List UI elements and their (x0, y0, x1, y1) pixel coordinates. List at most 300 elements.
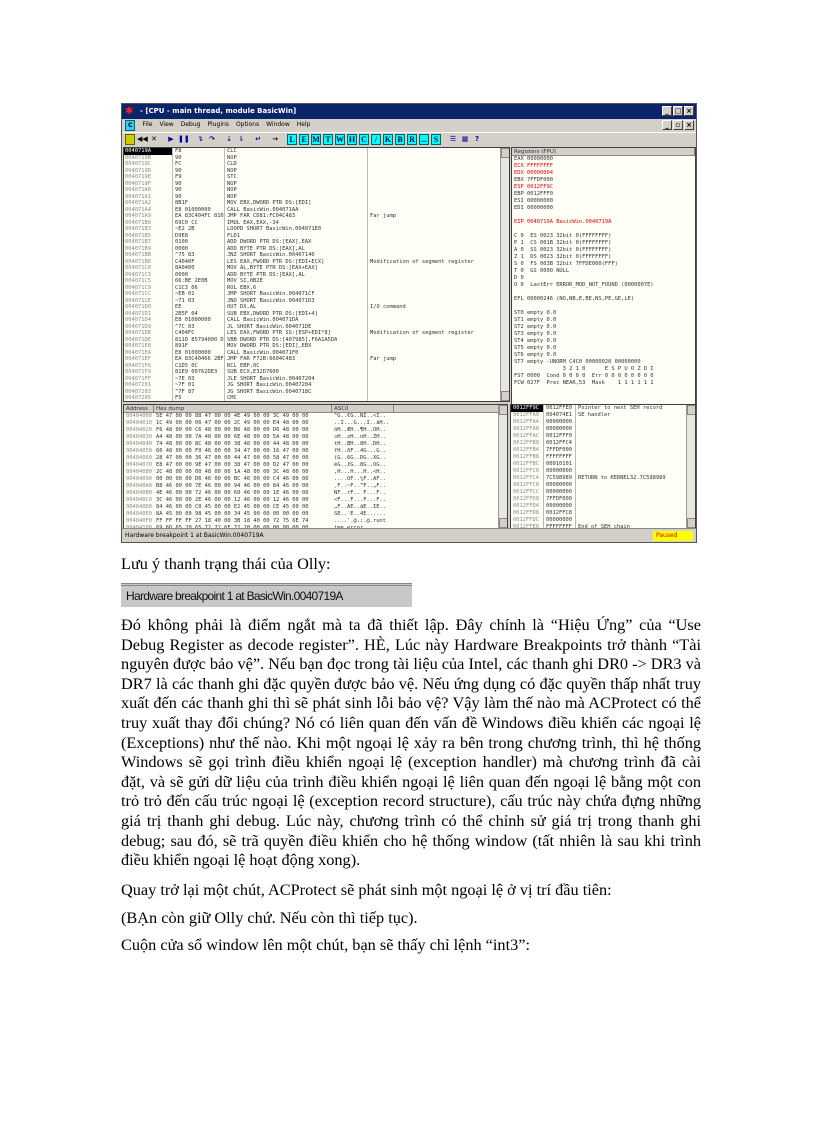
stack-row[interactable] (511, 503, 695, 510)
address-cell: 0012FFC0 (513, 468, 539, 474)
status-message: Hardware breakpoint 1 at BasicWin.0040719A (125, 532, 264, 539)
value-cell: 00010101 (543, 461, 575, 468)
instruction-cell: IMUL EAX,EAX,-34 (224, 220, 367, 227)
trace-into-icon[interactable]: ⇣ (226, 135, 232, 143)
comment-cell (575, 510, 685, 517)
paused-badge: Paused (653, 531, 693, 541)
address-cell: 004071C0 (125, 265, 151, 271)
hex-cell: E8 47 00 00 9E 47 00 00 38 47 00 00 D2 47 00 00 (156, 462, 309, 468)
address-cell: 0012FFD4 (513, 503, 539, 509)
hex-cell: ~E2 2B (172, 226, 224, 233)
window-button-10[interactable]: R (407, 134, 417, 145)
register-line[interactable]: EIP 0040719A BasicWin.0040719A (514, 219, 612, 225)
hex-cell: 0000 (172, 272, 224, 279)
ollydbg-logo-icon: ✱ (125, 106, 134, 117)
mdi-close-icon[interactable]: × (684, 120, 694, 130)
mdi-minimize-icon[interactable]: _ (662, 120, 672, 130)
register-line[interactable]: ST7 empty -UNORM C4C0 00000020 00000000 (514, 359, 641, 365)
address-cell: 0012FFC8 (513, 482, 539, 488)
register-line[interactable]: ST3 empty 0.0 (514, 331, 557, 337)
stack-scrollbar[interactable] (686, 405, 695, 528)
dump-row[interactable] (124, 448, 507, 455)
close-icon[interactable]: × (684, 106, 694, 116)
address-cell: 004040E0 (126, 511, 152, 517)
ascii-cell: „F..ÀE..âE..ÎE.. (334, 504, 386, 510)
comment-cell (575, 440, 685, 447)
address-cell: 00404060 (126, 455, 152, 461)
instruction-cell: CALL BasicWin.004071F0 (224, 350, 367, 357)
menu-file[interactable]: File (142, 121, 153, 128)
mdi-restore-icon[interactable]: ▫ (673, 120, 683, 130)
register-line[interactable]: EFL 00000246 (NO,NB,E,BE,NS,PE,GE,LE) (514, 296, 635, 302)
register-line[interactable]: A 0 SS 0023 32bit 0(FFFFFFFF) (514, 247, 612, 253)
dump-row[interactable] (124, 427, 507, 434)
register-line[interactable]: C 0 ES 0023 32bit 0(FFFFFFFF) (514, 233, 612, 239)
hex-cell: 69C0 CC (172, 220, 224, 227)
dump-row[interactable] (124, 518, 507, 525)
window-button-12[interactable]: S (431, 134, 441, 145)
comment-cell (575, 454, 685, 461)
address-cell: 004071D4 (125, 317, 151, 323)
dump-row[interactable] (124, 483, 507, 490)
list-icon[interactable]: ☰ (449, 135, 457, 143)
ascii-cell: ,H...H...H..<H.. (334, 469, 386, 475)
address-cell: 0012FFE0 (513, 524, 539, 529)
value-cell: 00000000 (543, 482, 575, 489)
comment-cell (575, 433, 685, 440)
instruction-cell: LOOPD SHORT BasicWin.004071E0 (224, 226, 367, 233)
comment-cell: RETURN to KERNEL32.7C598989 (575, 475, 685, 482)
open-icon[interactable] (125, 134, 135, 145)
address-cell: 0012FFB8 (513, 454, 539, 460)
value-cell: 00000000 (543, 468, 575, 475)
value-cell: FFFFFFFF (543, 454, 575, 461)
dump-row[interactable] (124, 462, 507, 469)
comment-cell (575, 419, 685, 426)
address-cell: 004071EA (125, 349, 151, 356)
go-to-icon[interactable]: → (272, 135, 278, 143)
hex-cell: B8 46 00 00 7E 46 00 00 94 46 00 00 84 46 00 00 (156, 483, 309, 489)
instruction-cell: CMC (224, 395, 367, 402)
hex-cell: F9 (172, 174, 224, 181)
register-line[interactable]: FST 0000 Cond 0 0 0 0 Err 0 0 0 0 0 0 0 0 (514, 373, 654, 379)
hex-cell: 5E 47 00 00 88 47 00 00 4E 49 00 00 3C 49 00 00 (156, 413, 309, 419)
register-line[interactable] (512, 226, 695, 233)
hex-cell: EA 83C40466 2BF (172, 356, 224, 363)
stack-row[interactable] (511, 412, 695, 419)
hex-cell: 90 (172, 168, 224, 175)
ascii-cell: ^G..€G..NI..<I.. (334, 413, 386, 419)
comment-cell: Far jump (367, 213, 509, 220)
address-cell: 004071F6 (125, 362, 151, 369)
menu-options[interactable]: Options (235, 121, 260, 128)
stack-row[interactable] (511, 517, 695, 524)
comment-cell (575, 461, 685, 468)
stack-row[interactable] (511, 468, 695, 475)
address-cell: 0012FFC4 (513, 475, 539, 481)
address-cell: 00404000 (126, 413, 152, 419)
address-cell: 004071BD (125, 258, 151, 265)
dump-header-hex[interactable]: Hex dump (154, 405, 332, 412)
address-cell: 004071B7 (125, 239, 151, 245)
register-line[interactable] (512, 303, 695, 310)
window-button-0[interactable]: L (287, 134, 297, 145)
step-over-icon[interactable]: ↷ (209, 135, 215, 143)
paragraph-1: Lưu ý thanh trạng thái của Olly: (121, 554, 331, 573)
register-line[interactable]: EDX 00000004 (514, 170, 553, 176)
hex-cell: EA 83C404FC 810 (172, 213, 224, 220)
instruction-cell: MOV AL,BYTE PTR DS:[EAX+EAX] (224, 265, 367, 272)
registers-pane[interactable] (511, 147, 696, 406)
instruction-cell: SUB EBX,DWORD PTR DS:[EDI+4] (224, 311, 367, 318)
hex-cell: 90 (172, 155, 224, 162)
register-line[interactable]: EDI 00000000 (514, 205, 553, 211)
instruction-cell: NOP (224, 181, 367, 188)
hex-cell: 90 (172, 181, 224, 188)
address-cell: 0012FFD0 (513, 496, 539, 502)
menu-plugins[interactable]: Plugins (207, 121, 229, 128)
window-button-11[interactable]: ... (421, 135, 427, 144)
hex-cell: 0100 (172, 239, 224, 246)
address-cell: 0012FFA0 (513, 412, 539, 418)
hex-cell: E8 01000000 (172, 207, 224, 214)
window-title: - [CPU - main thread, module BasicWin] (140, 107, 297, 115)
instruction-cell: CLC (224, 148, 367, 155)
ascii-cell: fH..ðF..4G...G.. (334, 448, 386, 454)
dump-scrollbar[interactable] (498, 405, 507, 528)
address-cell: 004071CE (125, 297, 151, 304)
register-line[interactable] (512, 212, 695, 219)
comment-cell (575, 496, 685, 503)
step-into-icon[interactable]: ↴ (197, 135, 203, 143)
instruction-cell: OUT DX,AL (224, 304, 367, 311)
hex-cell: 81E9 00762DE3 (172, 369, 224, 376)
stack-row[interactable] (511, 405, 695, 412)
address-cell: 0012FFDC (513, 517, 539, 523)
instruction-cell: JMP FAR CD81:FC04C483 (224, 213, 367, 220)
address-cell: 004071A2 (125, 200, 151, 206)
stack-pane[interactable] (510, 404, 696, 529)
hex-cell: 811D 85794000 D (172, 337, 224, 344)
ascii-cell: (G..6G..DG..XG.. (334, 455, 386, 461)
register-line[interactable]: O 0 LastErr ERROR_MOD_NOT_FOUND (0000007E) (514, 282, 654, 288)
colors-icon[interactable]: ▦ (461, 135, 469, 143)
register-line[interactable]: ESI 00000000 (514, 198, 553, 204)
instruction-cell: JG SHORT BasicWin.00407204 (224, 382, 367, 389)
register-line[interactable]: EAX 00000000 (514, 156, 553, 162)
menu-window[interactable]: Window (266, 121, 290, 128)
address-cell: 004071DB (125, 330, 151, 336)
statusbar-crop-image: Hardware breakpoint 1 at BasicWin.0040719A (121, 583, 412, 607)
paragraph-5: Cuộn cửa sổ window lên một chút, bạn sẽ thấy chỉ lệnh “int3”: (121, 935, 530, 954)
comment-cell: Modification of segment register (367, 330, 509, 337)
pause-icon[interactable]: ❚❚ (178, 135, 190, 143)
paragraph-3: Quay trở lại một chút, ACProtect sẽ phát sinh một ngoại lệ ở vị trí đầu tiên: (121, 880, 612, 899)
comment-cell: Modification of segment register (367, 259, 509, 266)
address-cell: 00404070 (126, 462, 152, 468)
hex-cell: C1C3 06 (172, 285, 224, 292)
instruction-cell: LES EAX,FWORD PTR DS:[EDI+ECX] (224, 259, 367, 266)
address-cell: 00404050 (126, 448, 152, 454)
instruction-cell: JMP FAR F72B:6604C483 (224, 356, 367, 363)
window-button-4[interactable]: W (336, 135, 344, 144)
hex-cell: C1D5 0C (172, 363, 224, 370)
stack-row[interactable] (511, 447, 695, 454)
register-line[interactable]: EBP 0012FFF0 (514, 191, 553, 197)
value-cell: 00000000 (543, 503, 575, 510)
hex-cell: 4E 46 00 00 72 46 00 00 60 46 00 00 1E 46 00 00 (156, 490, 309, 496)
hex-cell: 8B1F (172, 200, 224, 207)
address-cell: 004071F9 (125, 369, 151, 375)
menu-bar (122, 119, 696, 131)
address-cell: 0012FFCC (513, 489, 539, 495)
instruction-cell: SUB ECX,E32D7600 (224, 369, 367, 376)
address-cell: 004071EF (125, 356, 151, 362)
register-line[interactable]: D 0 (514, 275, 524, 281)
address-cell: 00404090 (126, 476, 152, 482)
hex-dump-pane[interactable] (123, 404, 508, 529)
address-cell: 0040719D (125, 167, 151, 174)
window-titlebar (122, 104, 696, 119)
instruction-cell: RCL EBP,0C (224, 363, 367, 370)
dump-row[interactable] (124, 511, 507, 518)
hex-cell: F6 48 00 00 C6 48 00 00 B6 48 00 00 D6 48 00 00 (156, 427, 309, 433)
window-button-3[interactable]: T (323, 134, 333, 145)
dump-header-address[interactable]: Address (124, 405, 154, 412)
address-cell: 004071A4 (125, 206, 151, 213)
address-cell: 0040719F (125, 180, 151, 187)
cpu-window-icon[interactable]: C (125, 120, 135, 131)
hex-cell: 2B5F 04 (172, 311, 224, 318)
address-cell: 004071B5 (125, 232, 151, 239)
stack-row[interactable] (511, 461, 695, 468)
window-button-2[interactable]: M (312, 135, 320, 144)
dump-row[interactable] (124, 420, 507, 427)
address-cell: 00404040 (126, 441, 152, 447)
instruction-cell: JG SHORT BasicWin.0040718C (224, 389, 367, 396)
value-cell: 004074E1 (543, 412, 575, 419)
close-program-icon[interactable]: ✕ (151, 135, 157, 143)
register-line[interactable]: ESP 0012FF9C (514, 184, 553, 190)
help-icon[interactable]: ? (474, 135, 480, 143)
register-line[interactable]: ST1 empty 0.0 (514, 317, 557, 323)
registers-header: Registers (FPU) (512, 148, 695, 155)
hex-cell: E8 01000000 (172, 350, 224, 357)
register-line[interactable]: FCW 027F Prec NEAR,53 Mask 1 1 1 1 1 1 (514, 380, 654, 386)
address-cell: 004040D0 (126, 504, 152, 510)
minimize-icon[interactable]: _ (662, 106, 672, 116)
ascii-cell: ¸F..~F..”F..„F.. (334, 483, 386, 489)
dump-row[interactable] (124, 476, 507, 483)
run-icon[interactable]: ▶ (168, 135, 174, 143)
address-cell: 0040719B (125, 154, 151, 161)
register-line[interactable]: 3 2 1 0 E S P U O Z D I (514, 366, 654, 372)
register-line[interactable] (512, 289, 695, 296)
stack-row[interactable] (511, 489, 695, 496)
stack-row[interactable] (511, 419, 695, 426)
address-cell: 004071C5 (125, 278, 151, 284)
menu-debug[interactable]: Debug (180, 121, 201, 128)
stack-row[interactable] (511, 475, 695, 482)
toolbar (122, 132, 696, 146)
execute-till-return-icon[interactable]: ↵ (255, 135, 261, 143)
instruction-cell: JLE SHORT BasicWin.00407204 (224, 376, 367, 383)
register-line[interactable]: ST6 empty 0.0 (514, 352, 557, 358)
disassembly-pane[interactable] (123, 147, 510, 402)
instruction-cell: JL SHORT BasicWin.004071DE (224, 324, 367, 331)
disassembly-scrollbar[interactable] (500, 148, 509, 401)
dump-row[interactable] (124, 504, 507, 511)
ascii-cell: <F...F...F...F.. (334, 497, 386, 503)
hex-cell: ~7E 03 (172, 376, 224, 383)
hex-cell: ~7F 01 (172, 382, 224, 389)
address-cell: 004071D9 (125, 323, 151, 330)
hex-cell: ~71 03 (172, 298, 224, 305)
comment-cell (575, 426, 685, 433)
address-cell: 004071A0 (125, 187, 151, 193)
hex-cell: C4040F (172, 259, 224, 266)
dump-row[interactable] (124, 413, 507, 420)
address-cell: 0012FFA8 (513, 426, 539, 432)
window-button-1[interactable]: E (299, 134, 309, 145)
stack-row[interactable] (511, 510, 695, 517)
address-cell: 004040F0 (126, 518, 152, 524)
address-cell: 004040A0 (126, 483, 152, 489)
address-cell: 004071B3 (125, 226, 151, 232)
instruction-cell: JMP SHORT BasicWin.004071CF (224, 291, 367, 298)
address-cell: 00407203 (125, 388, 151, 395)
address-cell: 0012FFA4 (513, 419, 539, 425)
address-cell: 00404080 (126, 469, 152, 475)
hex-cell: ^7F 87 (172, 389, 224, 396)
address-cell: 0040719A (124, 148, 172, 155)
ascii-cell: ime error ...... (334, 525, 386, 529)
address-cell: 004071BB (125, 252, 151, 258)
address-cell: 004071B0 (125, 219, 151, 226)
hex-cell: 66:BE 2E0B (172, 278, 224, 285)
hex-cell: 69 6D 65 20 65 72 72 6F 72 20 00 00 00 00 00 00 (156, 525, 309, 529)
hex-cell: D9E8 (172, 233, 224, 240)
stack-row[interactable] (511, 426, 695, 433)
address-cell: 00404010 (126, 420, 152, 426)
address-cell: 004071D1 (125, 310, 151, 317)
hex-cell: 1C 49 00 00 06 47 00 00 2C 49 00 00 E4 48 00 00 (156, 420, 309, 426)
stack-row[interactable] (511, 496, 695, 503)
address-cell: 0040719E (125, 174, 151, 180)
hex-cell: 2C 48 00 00 00 48 00 00 1A 48 00 00 3C 48 00 00 (156, 469, 309, 475)
restart-icon[interactable]: ◀◀ (137, 135, 148, 143)
address-cell: 004071C9 (125, 284, 151, 291)
window-button-6[interactable]: C (359, 134, 369, 145)
value-cell: 0012FFE0 (543, 405, 575, 412)
stack-row[interactable] (511, 433, 695, 440)
dump-row[interactable] (124, 441, 507, 448)
address-cell: 004071FF (125, 375, 151, 382)
register-line[interactable]: T 0 GS 0000 NULL (514, 268, 570, 274)
maximize-icon[interactable]: □ (674, 107, 682, 115)
dump-row[interactable] (124, 490, 507, 497)
menu-help[interactable]: Help (296, 121, 311, 128)
window-button-5[interactable]: H (348, 135, 356, 144)
hex-cell: 891F (172, 343, 224, 350)
value-cell: 00000000 (543, 419, 575, 426)
register-line[interactable]: ECX FFFFFFFF (514, 163, 553, 169)
register-line[interactable]: P 1 CS 001B 32bit 0(FFFFFFFF) (514, 240, 612, 246)
dump-row[interactable] (124, 469, 507, 476)
hex-cell: 84 46 00 00 C0 45 00 00 E2 45 00 00 CE 45 00 00 (156, 504, 309, 510)
window-button-9[interactable]: B (395, 134, 405, 145)
stack-row[interactable] (511, 482, 695, 489)
address-cell: 00404030 (126, 434, 152, 440)
dump-row[interactable] (124, 434, 507, 441)
register-line[interactable]: ST2 empty 0.0 (514, 324, 557, 330)
register-line[interactable]: ST0 empty 0.0 (514, 310, 557, 316)
ascii-cell: ....'.@.;.@.runt (334, 518, 386, 524)
ascii-cell: ¤H..zH..nH..ZH.. (334, 434, 386, 440)
comment-cell (575, 447, 685, 454)
instruction-cell: SBB DWORD PTR DS:[407985],F6A1A5DA (224, 337, 367, 344)
comment-cell (575, 489, 685, 496)
hex-cell: 28 47 00 00 36 47 00 00 44 47 00 00 58 47 00 00 (156, 455, 309, 461)
comment-cell (575, 482, 685, 489)
window-button-8[interactable]: K (384, 135, 392, 144)
address-cell: 00404100 (126, 525, 152, 529)
window-button-7[interactable]: / (371, 134, 381, 145)
hex-cell: EE (172, 304, 224, 311)
address-cell: 004040C0 (126, 497, 152, 503)
address-cell: 004071DE (125, 336, 151, 343)
paragraph-4: (BẠn còn giữ Olly chứ. Nếu còn thì tiếp tục). (121, 908, 418, 927)
stack-row[interactable] (511, 440, 695, 447)
register-line[interactable]: S 0 FS 003B 32bit 7FFDE000(FFF) (514, 261, 618, 267)
instruction-cell: LES EAX,FWORD PTR SS:[ESP+EDI*8] (224, 330, 367, 337)
instruction-cell: JNO SHORT BasicWin.004071D3 (224, 298, 367, 305)
stack-row[interactable] (511, 454, 695, 461)
trace-over-icon[interactable]: ⇂ (238, 135, 244, 143)
hex-cell: E8 01000000 (172, 317, 224, 324)
value-cell: 0012FFC8 (543, 510, 575, 517)
register-line[interactable]: EBX 7FFDF000 (514, 177, 553, 183)
register-line[interactable]: Z 1 DS 0023 32bit 0(FFFFFFFF) (514, 254, 612, 260)
hex-cell: 00 00 00 00 D6 46 00 00 BC 46 00 00 C4 46 00 00 (156, 476, 309, 482)
instruction-cell: MOV SI,0B2E (224, 278, 367, 285)
instruction-cell: MOV EBX,DWORD PTR DS:[EDI] (224, 200, 367, 207)
register-line[interactable]: ST5 empty 0.0 (514, 345, 557, 351)
address-cell: 004040B0 (126, 490, 152, 496)
address-cell: 004071B9 (125, 245, 151, 252)
dump-row[interactable] (124, 455, 507, 462)
paragraph-2: Đó không phải là điểm ngắt mà ta đã thiết lập. Đây chính là “Hiệu Ứng” của “Use Debug Register as decode register”. HÈ, Lúc này Hardware Breakpoints trở thành “Tài nguyên được bảo vệ”. Nếu bạn đọc trong tài liệu của Intel, các thanh ghi DR0 -> DR3 và DR7 là các thanh ghi đặc quyền được bảo vệ. Nếu ứng dụng có đặc quyền thấp nhất truy xuất đến các thanh ghi thì sẽ phát sinh lỗi bảo vệ? Vậy làm thế nào mà ACProtect có thể truy xuất thay đổi chúng? Nó có liên quan đến vấn đề Windows điều khiển các ngoại lệ (Exceptions) như thế nào. Khi một ngoại lệ xảy ra bên trong chương trình, thì hệ thống Windows sẽ gọi trình điều khiển ngoại lệ (exception handler) mà chương trình đã cài đặt, và sẽ gửi dữ liệu của trình điều khiển ngoại lệ liên quan đến ngoại lệ bằng một con trỏ trỏ đến cấu trúc ngoại lệ (exception record structure), cấu trúc này chứa đựng những giá trị thanh ghi debug. Lúc này, chương trình có thể chỉnh sử giá trị trong thanh ghi debug; sau đó, sẽ trã quyền điều khiển cho hệ thống window (tất nhiên là sau khi trình điều khiển ngoại lệ hoạt động xong). (121, 615, 702, 870)
instruction-cell: ADD BYTE PTR DS:[EAX],AL (224, 272, 367, 279)
address-cell: 004071E8 (125, 343, 151, 349)
dump-row[interactable] (124, 497, 507, 504)
value-cell: 0012FFC4 (543, 440, 575, 447)
value-cell: 00000000 (543, 517, 575, 524)
hex-cell: A4 48 00 00 7A 48 00 00 6E 48 00 00 5A 48 00 00 (156, 434, 309, 440)
menu-view[interactable]: View (159, 121, 174, 128)
dump-header-ascii[interactable]: ASCII (332, 405, 394, 412)
disasm-row[interactable] (124, 395, 509, 402)
comment-cell: Far jump (367, 356, 509, 363)
comment-cell (575, 503, 685, 510)
instruction-cell: CALL BasicWin.004071AA (224, 207, 367, 214)
ascii-cell: ŠE..˜E..4E...... (334, 511, 386, 517)
hex-cell: ^75 83 (172, 252, 224, 259)
instruction-cell: NOP (224, 168, 367, 175)
register-line[interactable]: ST4 empty 0.0 (514, 338, 557, 344)
ascii-cell: NF..rF..`F...F.. (334, 490, 386, 496)
hex-cell: 3C 46 00 00 2E 46 00 00 12 46 00 00 12 46 00 00 (156, 497, 309, 503)
